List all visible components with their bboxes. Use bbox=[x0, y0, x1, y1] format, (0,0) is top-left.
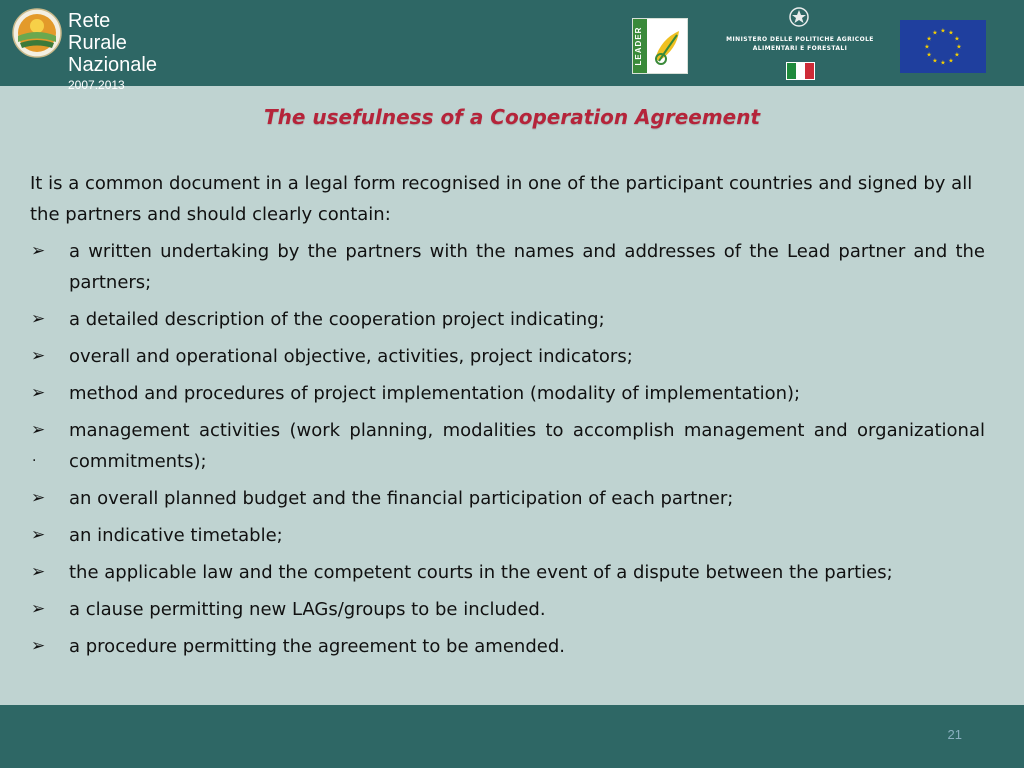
slide-footer bbox=[0, 705, 1024, 768]
stray-dot-icon: · bbox=[32, 453, 37, 469]
arrow-bullet-icon: ➢ bbox=[31, 309, 46, 329]
arrow-bullet-icon: ➢ bbox=[31, 420, 46, 440]
list-item-text: method and procedures of project implementation (modality of implementation); bbox=[69, 383, 801, 404]
list-item-text: an overall planned budget and the financial participation of each partner; bbox=[69, 488, 734, 509]
arrow-bullet-icon: ➢ bbox=[31, 599, 46, 619]
rete-rurale-logo bbox=[12, 8, 162, 92]
eu-star-icon: ★ bbox=[924, 43, 930, 51]
list-item-text: a written undertaking by the partners with the names and addresses of the Lead partner and the partners; bbox=[69, 241, 985, 293]
rete-rurale-emblem-icon bbox=[12, 8, 62, 58]
arrow-bullet-icon: ➢ bbox=[31, 346, 46, 366]
list-item bbox=[30, 631, 985, 662]
list-item-text: the applicable law and the competent courts in the event of a dispute between the parties; bbox=[69, 562, 893, 583]
slide-header bbox=[0, 0, 1024, 92]
intro-paragraph: It is a common document in a legal form recognised in one of the participant countries and signed by all the partners and should clearly contain: bbox=[30, 173, 973, 225]
ministry-name-line-2: ALIMENTARI E FORESTALI bbox=[752, 45, 848, 52]
list-item-text: a detailed description of the cooperation project indicating; bbox=[69, 309, 605, 330]
slide-title: The usefulness of a Cooperation Agreement bbox=[263, 105, 761, 129]
leader-leaf-icon bbox=[647, 19, 687, 73]
list-item bbox=[30, 415, 985, 477]
arrow-bullet-icon: ➢ bbox=[31, 241, 46, 261]
list-item bbox=[30, 341, 985, 372]
arrow-bullet-icon: ➢ bbox=[31, 562, 46, 582]
eu-star-icon: ★ bbox=[954, 35, 960, 43]
leader-word: LEADER bbox=[634, 26, 643, 66]
arrow-bullet-icon: ➢ bbox=[31, 383, 46, 403]
list-item bbox=[30, 236, 985, 298]
eu-star-icon: ★ bbox=[926, 35, 932, 43]
leader-logo bbox=[632, 18, 688, 74]
list-item-text: management activities (work planning, modalities to accomplish management and organizational commitments); bbox=[69, 420, 985, 472]
logo-line-2: Nazionale bbox=[68, 54, 157, 76]
logo-line-1: Rete Rurale bbox=[68, 10, 127, 54]
list-item bbox=[30, 304, 985, 335]
list-item-text: a procedure permitting the agreement to be amended. bbox=[69, 636, 565, 657]
eu-star-icon: ★ bbox=[954, 51, 960, 59]
italian-flag-icon bbox=[786, 62, 815, 80]
list-item-text: an indicative timetable; bbox=[69, 525, 283, 546]
slide-content bbox=[30, 168, 985, 668]
eu-star-icon: ★ bbox=[932, 57, 938, 65]
page-number: 21 bbox=[947, 727, 962, 742]
list-item bbox=[30, 594, 985, 625]
eu-star-icon: ★ bbox=[926, 51, 932, 59]
list-item bbox=[30, 520, 985, 551]
eu-star-icon: ★ bbox=[948, 29, 954, 37]
eu-star-icon: ★ bbox=[932, 29, 938, 37]
eu-star-icon: ★ bbox=[956, 43, 962, 51]
arrow-bullet-icon: ➢ bbox=[31, 636, 46, 656]
eu-flag-icon bbox=[900, 20, 986, 73]
ministry-name-line-1: MINISTERO DELLE POLITICHE AGRICOLE bbox=[726, 36, 874, 43]
requirements-list bbox=[30, 236, 985, 662]
list-item bbox=[30, 378, 985, 409]
list-item-text: a clause permitting new LAGs/groups to be included. bbox=[69, 599, 546, 620]
eu-star-icon: ★ bbox=[940, 27, 946, 35]
list-item bbox=[30, 483, 985, 514]
eu-star-icon: ★ bbox=[940, 59, 946, 67]
list-item-text: overall and operational objective, activities, project indicators; bbox=[69, 346, 633, 367]
list-item bbox=[30, 557, 985, 588]
logo-years: 2007.2013 bbox=[68, 78, 125, 92]
arrow-bullet-icon: ➢ bbox=[31, 525, 46, 545]
eu-star-icon: ★ bbox=[948, 57, 954, 65]
logo-text bbox=[68, 10, 162, 93]
republic-emblem-icon bbox=[788, 6, 810, 28]
arrow-bullet-icon: ➢ bbox=[31, 488, 46, 508]
